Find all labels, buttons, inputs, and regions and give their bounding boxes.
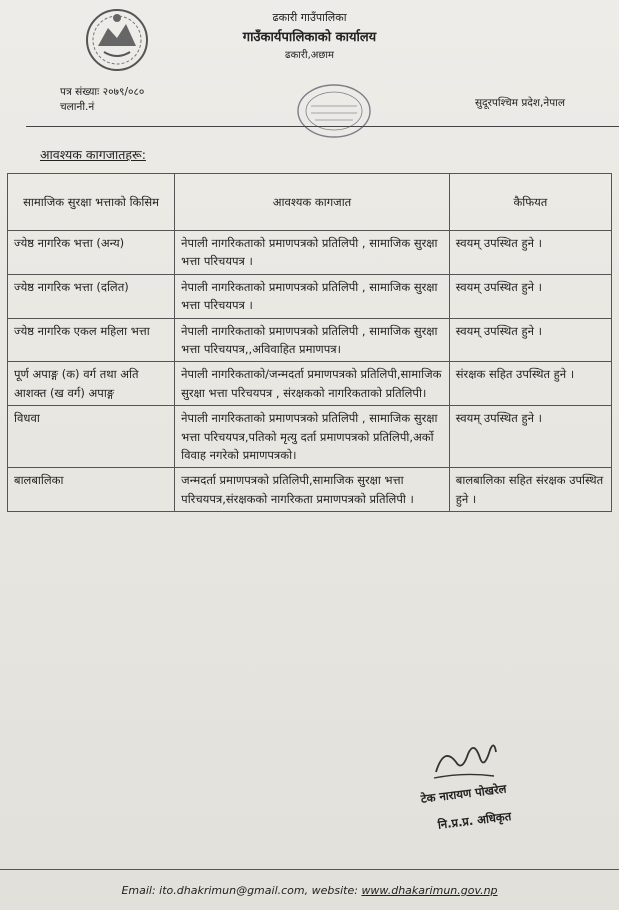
documents-cell: नेपाली नागरिकताको प्रमाणपत्रको प्रतिलिपी , सामाजिक सुरक्षा भत्ता परिचयपत्र,पतिको मृत्यु दर्ता प्रमाणपत्रको प्रतिलिपी,अर्को विवाह नगरेको प्रमाणपत्रको।	[175, 406, 450, 468]
documents-cell: नेपाली नागरिकताको प्रमाणपत्रको प्रतिलिपी , सामाजिक सुरक्षा भत्ता परिचयपत्र ।	[175, 231, 450, 275]
office-location: ढकारी,अछाम	[285, 50, 334, 61]
section-title: आवश्यक कागजातहरू:	[40, 147, 146, 162]
documents-table	[7, 173, 612, 512]
office-name: गाउँकार्यपालिकाको कार्यालय	[242, 30, 377, 45]
email-address: ito.dhakrimun@gmail.com,	[159, 884, 309, 897]
remarks-cell: स्वयम् उपस्थित हुने ।	[449, 318, 611, 362]
remarks-cell: संरक्षक सहित उपस्थित हुने ।	[449, 362, 611, 406]
municipality-name: ढकारी गाउँपालिका	[272, 11, 347, 24]
allowance-type-cell: विधवा	[8, 406, 175, 468]
signatory-name: टेक नारायण पोखरेल	[420, 781, 508, 806]
table-row	[8, 318, 612, 362]
table-row	[8, 362, 612, 406]
documents-cell: नेपाली नागरिकताको प्रमाणपत्रको प्रतिलिपी , सामाजिक सुरक्षा भत्ता परिचयपत्र,,अविवाहित प्रमाणपत्र।	[175, 318, 450, 362]
table-row	[8, 406, 612, 468]
reference-number: पत्र संख्याः २०७९/०८०	[60, 86, 145, 98]
signatory-title: नि.प्र.प्र. अधिकृत	[437, 809, 512, 832]
website-label: website:	[311, 884, 358, 897]
column-header-allowance-type: सामाजिक सुरक्षा भत्ताको किसिम	[8, 174, 175, 231]
email-label: Email:	[121, 884, 156, 897]
column-header-remarks: कैफियत	[449, 174, 611, 231]
table-header-row	[8, 174, 612, 231]
website-link[interactable]: www.dhakarimun.gov.np	[361, 884, 498, 897]
allowance-type-cell: पूर्ण अपाङ्ग (क) वर्ग तथा अति आशक्त (ख वर्ग) अपाङ्ग	[8, 362, 175, 406]
remarks-cell: बालबालिका सहित संरक्षक उपस्थित हुने ।	[449, 468, 611, 512]
office-stamp	[295, 82, 373, 140]
documents-cell: नेपाली नागरिकताको प्रमाणपत्रको प्रतिलिपी , सामाजिक सुरक्षा भत्ता परिचयपत्र ।	[175, 274, 450, 318]
footer-contact	[0, 884, 619, 897]
remarks-cell: स्वयम् उपस्थित हुने ।	[449, 274, 611, 318]
table-row	[8, 231, 612, 275]
remarks-cell: स्वयम् उपस्थित हुने ।	[449, 231, 611, 275]
documents-cell: जन्मदर्ता प्रमाणपत्रको प्रतिलिपी,सामाजिक सुरक्षा भत्ता परिचयपत्र,संरक्षकको नागरिकता प्रमाणपत्रको प्रतिलिपी ।	[175, 468, 450, 512]
allowance-type-cell: ज्येष्ठ नागरिक भत्ता (दलित)	[8, 274, 175, 318]
column-header-documents: आवश्यक कागजात	[175, 174, 450, 231]
province-name: सुदूरपश्चिम प्रदेश,नेपाल	[474, 97, 565, 109]
allowance-type-cell: बालबालिका	[8, 468, 175, 512]
handwritten-signature	[430, 732, 500, 786]
footer-divider	[0, 869, 619, 870]
table-row	[8, 274, 612, 318]
remarks-cell: स्वयम् उपस्थित हुने ।	[449, 406, 611, 468]
table-row	[8, 468, 612, 512]
allowance-type-cell: ज्येष्ठ नागरिक एकल महिला भत्ता	[8, 318, 175, 362]
documents-cell: नेपाली नागरिकताको/जन्मदर्ता प्रमाणपत्रको प्रतिलिपी,सामाजिक सुरक्षा भत्ता परिचयपत्र , संरक्षकको नागरिकताको प्रतिलिपी।	[175, 362, 450, 406]
dispatch-number: चलानी.नं	[60, 101, 95, 113]
allowance-type-cell: ज्येष्ठ नागरिक भत्ता (अन्य)	[8, 231, 175, 275]
header-divider	[26, 126, 619, 127]
